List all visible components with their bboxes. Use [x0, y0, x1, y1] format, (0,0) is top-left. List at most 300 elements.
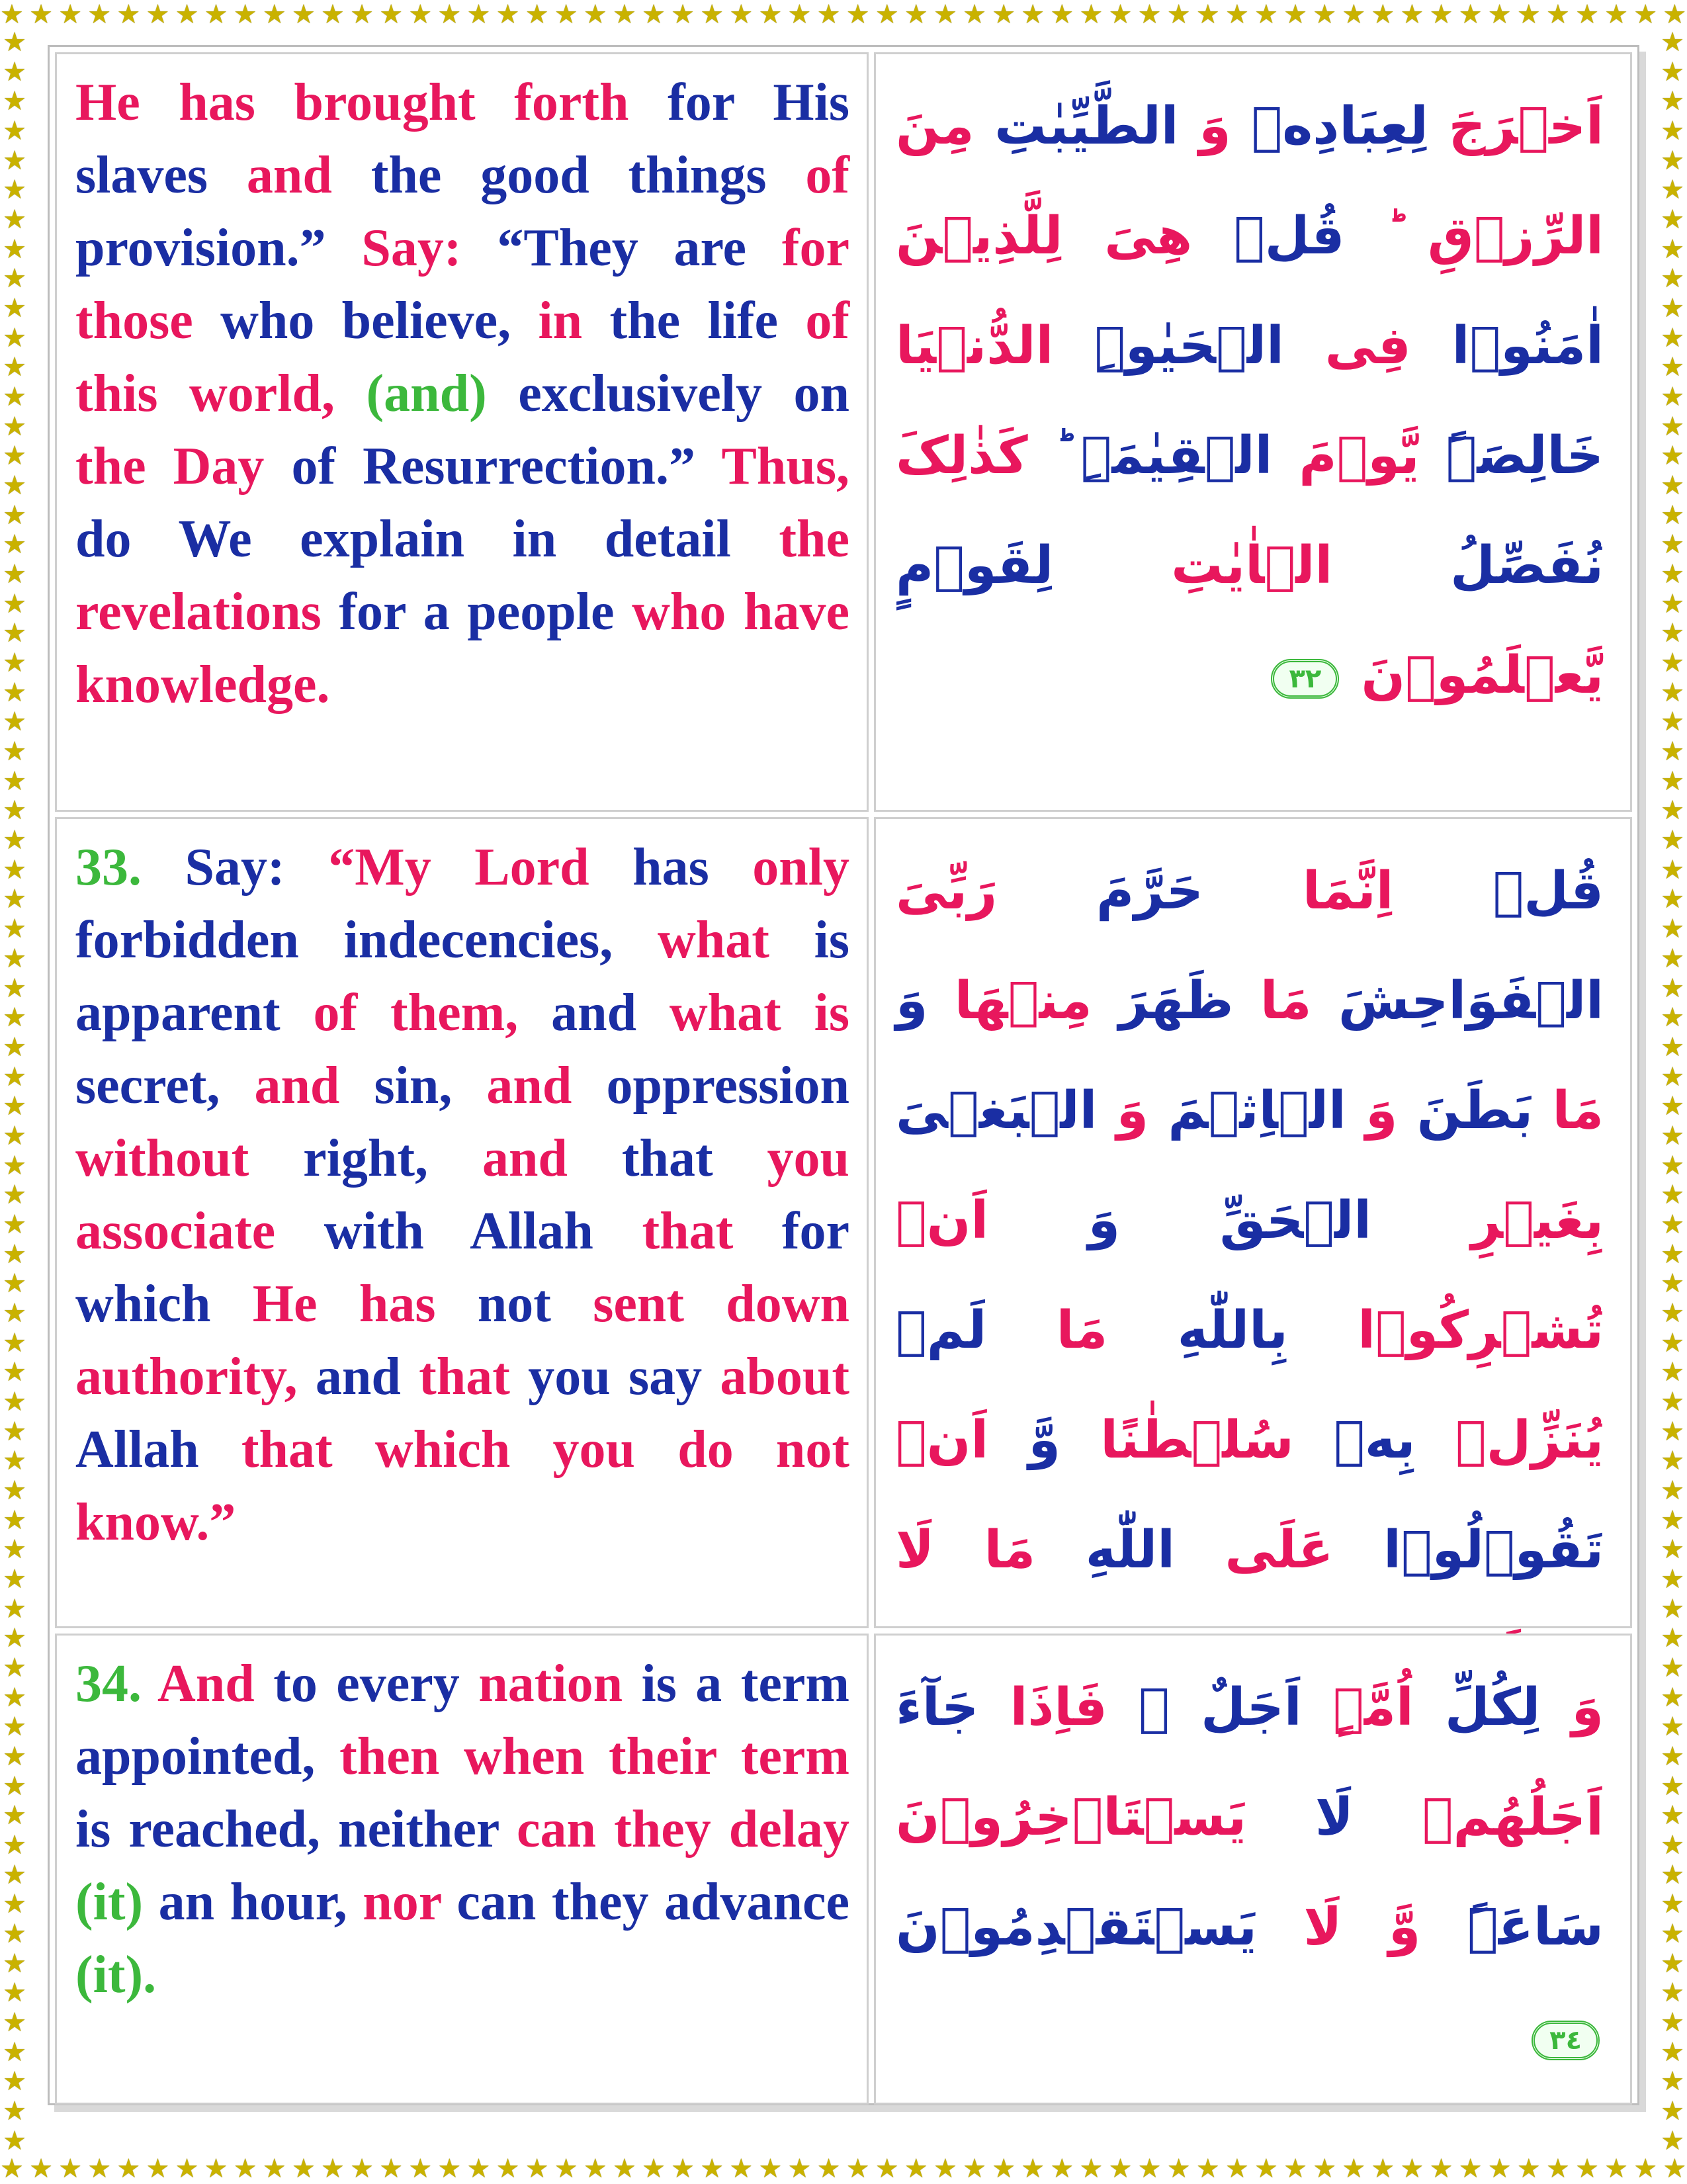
star-icon: ★ — [3, 2036, 26, 2068]
star-icon: ★ — [1545, 0, 1570, 30]
star-icon: ★ — [1661, 1623, 1684, 1654]
english-verse-32 — [55, 52, 869, 812]
arabic-text-segment: خَالِصَۃً — [1419, 426, 1604, 486]
star-icon: ★ — [1283, 0, 1307, 30]
star-icon: ★ — [1661, 500, 1684, 531]
star-icon: ★ — [992, 0, 1016, 30]
arabic-text-segment: سُلۡطٰنًا — [1060, 1411, 1294, 1470]
arabic-text-segment: مِنۡهَا — [928, 971, 1092, 1031]
star-icon: ★ — [3, 618, 26, 649]
star-icon: ★ — [1661, 263, 1684, 294]
arabic-text-segment: قُلۡ — [1192, 206, 1345, 266]
star-icon: ★ — [204, 2154, 228, 2184]
star-icon: ★ — [1458, 0, 1483, 30]
star-icon: ★ — [1661, 559, 1684, 590]
star-icon: ★ — [3, 1239, 26, 1270]
star-icon: ★ — [1661, 1031, 1684, 1063]
star-icon: ★ — [1166, 0, 1191, 30]
arabic-text-segment: مَا — [1533, 1081, 1604, 1141]
star-icon: ★ — [1661, 618, 1684, 649]
star-icon: ★ — [1661, 2066, 1684, 2097]
english-text-segment: (and) — [366, 365, 519, 423]
star-icon: ★ — [1021, 2154, 1045, 2184]
star-icon: ★ — [1661, 1534, 1684, 1565]
star-icon: ★ — [3, 648, 26, 679]
star-icon: ★ — [1661, 204, 1684, 236]
star-icon: ★ — [1079, 0, 1103, 30]
arabic-text-segment: اَجَلُهُمۡ — [1353, 1788, 1604, 1847]
arabic-text-segment: لَا — [896, 1520, 935, 1580]
star-icon: ★ — [3, 1209, 26, 1240]
star-icon: ★ — [1661, 322, 1684, 353]
verse-table — [55, 52, 1632, 2098]
star-icon: ★ — [933, 2154, 957, 2184]
arabic-text-segment: کَذٰلِکَ — [896, 426, 1028, 486]
arabic-text-segment: سَاعَۃً — [1420, 1898, 1604, 1957]
english-text-segment: nation — [478, 1655, 642, 1713]
star-icon: ★ — [3, 2096, 26, 2127]
star-icon: ★ — [700, 0, 724, 30]
star-icon: ★ — [554, 2154, 578, 2184]
star-icon: ★ — [3, 1712, 26, 1743]
ayah-number-marker: ٣٢ — [1271, 659, 1339, 699]
star-icon: ★ — [0, 2154, 24, 2184]
star-icon: ★ — [262, 0, 286, 30]
star-icon: ★ — [933, 0, 957, 30]
star-icon: ★ — [116, 0, 141, 30]
ayah-number-marker: ٣٤ — [1532, 2021, 1600, 2060]
star-icon: ★ — [1661, 884, 1684, 915]
star-icon: ★ — [1661, 293, 1684, 324]
star-icon: ★ — [1661, 1239, 1684, 1270]
arabic-text-segment: مَا — [986, 1301, 1108, 1360]
star-icon: ★ — [350, 0, 374, 30]
star-icon: ★ — [1661, 1652, 1684, 1683]
star-icon: ★ — [3, 1150, 26, 1181]
star-icon: ★ — [321, 0, 345, 30]
star-icon: ★ — [787, 2154, 812, 2184]
star-icon: ★ — [3, 1829, 26, 1860]
arabic-text-segment: الۡاٰیٰتِ — [1053, 536, 1333, 595]
english-text-segment: of Resurrection.” — [291, 437, 722, 496]
star-icon: ★ — [58, 2154, 83, 2184]
star-icon: ★ — [3, 765, 26, 797]
star-icon: ★ — [3, 263, 26, 294]
arabic-text-segment: مَا — [934, 1520, 1036, 1580]
star-icon: ★ — [1661, 854, 1684, 885]
star-icon: ★ — [466, 0, 491, 30]
star-icon: ★ — [700, 2154, 724, 2184]
english-text-segment: with Allah — [324, 1202, 642, 1260]
star-icon: ★ — [1661, 382, 1684, 413]
english-text-segment: of them, — [313, 984, 552, 1042]
star-icon: ★ — [3, 86, 26, 117]
arabic-text-segment: فَاِذَا — [978, 1678, 1107, 1737]
arabic-text-segment: مِنَ الرِّزۡقِ ؕ — [896, 97, 1604, 266]
star-icon: ★ — [496, 0, 520, 30]
star-icon: ★ — [3, 1534, 26, 1565]
star-border-left — [0, 29, 29, 2154]
star-icon: ★ — [3, 1859, 26, 1890]
star-icon: ★ — [3, 1091, 26, 1122]
star-icon: ★ — [3, 1446, 26, 1477]
star-icon: ★ — [1661, 1150, 1684, 1181]
english-text-segment: sent down — [593, 1275, 850, 1333]
star-icon: ★ — [1661, 1712, 1684, 1743]
star-icon: ★ — [437, 0, 462, 30]
star-icon: ★ — [437, 2154, 462, 2184]
star-icon: ★ — [408, 0, 433, 30]
star-icon: ★ — [321, 2154, 345, 2184]
english-text-segment: not — [477, 1275, 593, 1333]
arabic-text-segment: یَسۡتَاۡخِرُوۡنَ — [896, 1788, 1247, 1847]
english-text-segment: Allah — [75, 1420, 241, 1479]
english-text-segment: you associate — [75, 1129, 849, 1260]
star-icon: ★ — [1254, 2154, 1278, 2184]
english-text-segment: you say — [528, 1348, 720, 1406]
arabic-text-segment: الۡبَغۡیَ — [896, 1081, 1098, 1141]
star-icon: ★ — [1313, 0, 1337, 30]
star-icon: ★ — [1661, 1475, 1684, 1506]
english-text-segment: oppression — [606, 1057, 850, 1115]
star-icon: ★ — [1108, 0, 1133, 30]
star-icon: ★ — [1661, 1120, 1684, 1151]
star-icon: ★ — [1661, 1002, 1684, 1033]
star-icon: ★ — [58, 0, 83, 30]
star-icon: ★ — [729, 2154, 754, 2184]
star-icon: ★ — [175, 0, 199, 30]
star-icon: ★ — [3, 707, 26, 738]
english-text-segment: has — [632, 838, 753, 896]
star-icon: ★ — [1342, 2154, 1366, 2184]
star-icon: ★ — [1487, 2154, 1512, 2184]
english-text-segment: without — [75, 1129, 304, 1188]
english-text-segment: the revelations — [75, 510, 849, 641]
star-icon: ★ — [3, 500, 26, 531]
star-icon: ★ — [3, 1297, 26, 1329]
star-icon: ★ — [1661, 1180, 1684, 1211]
arabic-text-segment: حَرَّمَ — [997, 861, 1203, 921]
english-text-segment: 34. — [75, 1655, 158, 1713]
star-icon: ★ — [3, 1978, 26, 2009]
star-icon: ★ — [3, 27, 26, 58]
english-text-segment: what — [657, 911, 814, 969]
star-icon: ★ — [3, 1061, 26, 1092]
star-icon: ★ — [379, 2154, 404, 2184]
star-icon: ★ — [1575, 0, 1599, 30]
star-icon: ★ — [1663, 2154, 1687, 2184]
star-icon: ★ — [3, 322, 26, 353]
star-icon: ★ — [1400, 2154, 1424, 2184]
star-icon: ★ — [3, 234, 26, 265]
arabic-text-segment: وَ — [1346, 1081, 1398, 1141]
star-icon: ★ — [3, 352, 26, 383]
star-icon: ★ — [1166, 2154, 1191, 2184]
star-icon: ★ — [1661, 1386, 1684, 1417]
english-text-segment: He — [252, 1275, 359, 1333]
star-icon: ★ — [642, 0, 666, 30]
star-icon: ★ — [3, 1770, 26, 1802]
star-icon: ★ — [3, 1889, 26, 1920]
star-icon: ★ — [875, 2154, 899, 2184]
arabic-text-segment: تُشۡرِکُوۡا — [1287, 1301, 1604, 1360]
arabic-text-segment: الۡاِثۡمَ — [1148, 1081, 1346, 1141]
star-icon: ★ — [3, 145, 26, 176]
star-icon: ★ — [0, 0, 24, 30]
english-text-segment: “They are — [497, 219, 782, 277]
arabic-text-segment: اَجَلٌ ۚ — [1107, 1678, 1302, 1737]
star-icon: ★ — [1661, 1297, 1684, 1329]
star-icon: ★ — [816, 2154, 841, 2184]
english-text-segment: has — [359, 1275, 478, 1333]
star-icon: ★ — [1137, 0, 1162, 30]
english-text-segment: sin, — [374, 1057, 487, 1115]
star-icon: ★ — [671, 2154, 695, 2184]
english-text-segment: in — [538, 292, 610, 350]
english-text-segment: Thus, — [721, 437, 849, 496]
arabic-text-segment: تَقُوۡلُوۡا — [1333, 1520, 1604, 1580]
english-text-segment: the life — [609, 292, 806, 350]
arabic-text-segment: یَّوۡمَ — [1272, 426, 1420, 486]
star-icon: ★ — [1661, 116, 1684, 147]
star-icon: ★ — [671, 0, 695, 30]
star-icon: ★ — [963, 2154, 986, 2184]
english-text-segment: can they advance — [456, 1873, 849, 1931]
star-icon: ★ — [816, 0, 841, 30]
star-icon: ★ — [1661, 1416, 1684, 1447]
star-icon: ★ — [350, 2154, 374, 2184]
star-icon: ★ — [3, 382, 26, 413]
arabic-text-segment: بَطَنَ — [1397, 1081, 1534, 1141]
star-icon: ★ — [1661, 1563, 1684, 1594]
arabic-text-segment: وَ — [896, 971, 928, 1031]
star-icon: ★ — [525, 0, 549, 30]
star-icon: ★ — [1661, 145, 1684, 176]
arabic-text-segment: الطَّیِّبٰتِ — [974, 97, 1179, 156]
star-icon: ★ — [1661, 2096, 1684, 2127]
star-icon: ★ — [1661, 56, 1684, 87]
star-icon: ★ — [1661, 1889, 1684, 1920]
star-icon: ★ — [3, 56, 26, 87]
star-icon: ★ — [1661, 765, 1684, 797]
star-icon: ★ — [1661, 1948, 1684, 1979]
star-icon: ★ — [1661, 1593, 1684, 1624]
star-icon: ★ — [3, 973, 26, 1004]
arabic-text-segment: نُفَصِّلُ — [1332, 536, 1604, 595]
star-icon: ★ — [3, 854, 26, 885]
star-icon: ★ — [3, 116, 26, 147]
star-icon: ★ — [3, 1475, 26, 1506]
english-text-segment: and — [315, 1348, 419, 1406]
star-icon: ★ — [1283, 2154, 1307, 2184]
star-icon: ★ — [3, 588, 26, 619]
star-icon: ★ — [1661, 1919, 1684, 1949]
star-icon: ★ — [1108, 2154, 1133, 2184]
arabic-text-segment: الۡقِیٰمَۃِ ؕ — [1027, 426, 1273, 486]
star-icon: ★ — [291, 0, 316, 30]
star-icon: ★ — [3, 1652, 26, 1683]
arabic-text-segment: جَآءَ — [896, 1678, 979, 1737]
star-icon: ★ — [1661, 441, 1684, 472]
star-icon: ★ — [3, 559, 26, 590]
star-icon: ★ — [1516, 0, 1541, 30]
arabic-text-segment: لَا — [1256, 1898, 1342, 1957]
english-text-segment: Say: — [185, 838, 329, 896]
star-icon: ★ — [3, 1031, 26, 1063]
star-icon: ★ — [379, 0, 404, 30]
arabic-text-segment: لَمۡ — [896, 1301, 987, 1360]
arabic-text-segment: وَّ — [1342, 1898, 1421, 1957]
star-icon: ★ — [1661, 914, 1684, 945]
star-icon: ★ — [3, 1948, 26, 1979]
arabic-text-segment: اَنۡ — [896, 1411, 989, 1470]
star-icon: ★ — [1661, 1800, 1684, 1831]
star-icon: ★ — [116, 2154, 141, 2184]
english-text-segment: exclusively on — [518, 365, 849, 423]
star-icon: ★ — [1195, 2154, 1220, 2184]
arabic-text-segment: الۡفَوَاحِشَ — [1311, 971, 1604, 1031]
star-icon: ★ — [1661, 352, 1684, 383]
star-border-top — [0, 0, 1687, 29]
star-icon: ★ — [1661, 1859, 1684, 1890]
star-icon: ★ — [1195, 0, 1220, 30]
star-icon: ★ — [992, 2154, 1016, 2184]
star-icon: ★ — [1661, 1770, 1684, 1802]
star-icon: ★ — [1604, 0, 1629, 30]
arabic-text-segment: لِلَّذِیۡنَ — [896, 206, 1063, 266]
arabic-text-segment: اَنۡ — [896, 1191, 989, 1250]
star-icon: ★ — [146, 0, 170, 30]
star-icon: ★ — [3, 1268, 26, 1299]
star-icon: ★ — [3, 825, 26, 856]
arabic-text-segment: اللّٰهِ — [1035, 1520, 1175, 1580]
star-icon: ★ — [1661, 1829, 1684, 1860]
star-icon: ★ — [3, 1919, 26, 1949]
star-icon: ★ — [1225, 2154, 1249, 2184]
english-text-segment: brought forth — [294, 73, 668, 132]
star-icon: ★ — [3, 1327, 26, 1358]
arabic-text-segment: لَا — [1246, 1788, 1354, 1847]
english-text-segment: is a term appointed, — [75, 1655, 849, 1786]
star-icon: ★ — [233, 0, 257, 30]
english-text-segment: what is — [669, 984, 849, 1042]
english-text-segment: and — [254, 1057, 374, 1115]
star-icon: ★ — [1661, 973, 1684, 1004]
star-icon: ★ — [3, 736, 26, 767]
english-text-segment: of — [805, 146, 850, 204]
star-icon: ★ — [1661, 1091, 1684, 1122]
star-icon: ★ — [1661, 795, 1684, 826]
star-icon: ★ — [1487, 0, 1512, 30]
english-text-segment: and — [486, 1057, 607, 1115]
arabic-text-segment: یَسۡتَقۡدِمُوۡنَ — [896, 1898, 1257, 1957]
star-border-right — [1658, 29, 1687, 2154]
star-icon: ★ — [3, 1357, 26, 1388]
star-icon: ★ — [1661, 648, 1684, 679]
english-text-segment: who have knowledge. — [75, 583, 850, 714]
star-icon: ★ — [3, 441, 26, 472]
star-icon: ★ — [262, 2154, 286, 2184]
english-text-segment: their term — [609, 1727, 849, 1786]
star-icon: ★ — [758, 2154, 783, 2184]
star-icon: ★ — [1661, 411, 1684, 442]
star-icon: ★ — [875, 0, 899, 30]
star-icon: ★ — [787, 0, 812, 30]
english-text-segment: of this world, — [75, 292, 849, 423]
arabic-text-segment: الدُّنۡیَا — [896, 316, 1054, 376]
star-icon: ★ — [1050, 0, 1074, 30]
star-icon: ★ — [1661, 2036, 1684, 2068]
star-icon: ★ — [3, 411, 26, 442]
star-icon: ★ — [3, 470, 26, 502]
english-text-segment: 33. — [75, 838, 185, 896]
english-text-segment: the Day — [75, 437, 292, 496]
arabic-verse-34 — [874, 1634, 1632, 2105]
star-icon: ★ — [3, 1593, 26, 1624]
star-icon: ★ — [583, 2154, 607, 2184]
arabic-text-segment: اٰمَنُوۡا — [1410, 316, 1604, 376]
star-icon: ★ — [1633, 0, 1658, 30]
english-text-segment: secret, — [75, 1057, 255, 1115]
arabic-text-segment: بِاللّٰهِ — [1107, 1301, 1288, 1360]
star-icon: ★ — [525, 2154, 549, 2184]
star-icon: ★ — [612, 2154, 636, 2184]
star-icon: ★ — [1661, 1209, 1684, 1240]
english-text-segment: can they delay — [517, 1800, 850, 1858]
arabic-text-segment: وَّ — [988, 1411, 1060, 1470]
arabic-text-segment: فِی — [1283, 316, 1411, 376]
star-icon: ★ — [1429, 2154, 1453, 2184]
english-text-segment: is reached, neither — [75, 1800, 517, 1858]
english-text-segment: “My Lord — [328, 838, 633, 896]
star-icon: ★ — [1575, 2154, 1599, 2184]
star-icon: ★ — [904, 2154, 928, 2184]
english-text-segment: and — [246, 146, 371, 204]
star-icon: ★ — [904, 0, 928, 30]
star-icon: ★ — [204, 0, 228, 30]
star-icon: ★ — [466, 2154, 491, 2184]
star-icon: ★ — [642, 2154, 666, 2184]
arabic-text-segment: وَ — [988, 1191, 1121, 1250]
star-icon: ★ — [612, 0, 636, 30]
star-icon: ★ — [554, 0, 578, 30]
star-icon: ★ — [1079, 2154, 1103, 2184]
arabic-verse-33 — [874, 817, 1632, 1628]
star-icon: ★ — [3, 2007, 26, 2038]
english-text-segment: then when — [339, 1727, 609, 1786]
star-icon: ★ — [3, 175, 26, 206]
star-icon: ★ — [3, 1800, 26, 1831]
star-icon: ★ — [496, 2154, 520, 2184]
star-icon: ★ — [1661, 86, 1684, 117]
arabic-text-segment: وَ — [1540, 1678, 1604, 1737]
arabic-text-segment: بِغَیۡرِ — [1371, 1191, 1604, 1250]
english-text-segment: for those — [75, 219, 849, 350]
english-text-segment: for a people — [339, 583, 632, 641]
star-icon: ★ — [29, 2154, 53, 2184]
star-icon: ★ — [3, 795, 26, 826]
star-icon: ★ — [1400, 0, 1424, 30]
star-icon: ★ — [3, 1682, 26, 1713]
arabic-text-segment: رَبِّیَ — [896, 861, 998, 921]
star-icon: ★ — [3, 1120, 26, 1151]
arabic-text-segment: وَ — [1097, 1081, 1149, 1141]
star-icon: ★ — [1661, 736, 1684, 767]
star-icon: ★ — [1604, 2154, 1629, 2184]
english-text-segment: that — [241, 1420, 375, 1479]
arabic-text-segment: لِکُلِّ — [1413, 1678, 1541, 1737]
english-text-segment: for which — [75, 1202, 849, 1333]
